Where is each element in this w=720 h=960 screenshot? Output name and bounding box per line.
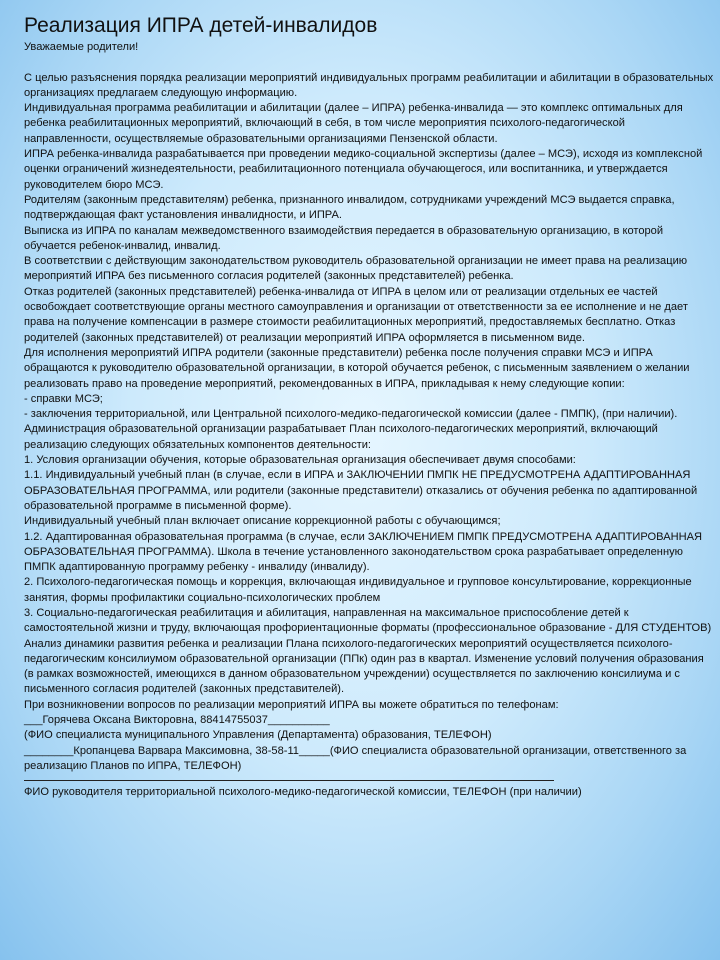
greeting: Уважаемые родители!: [24, 41, 139, 53]
contact-municipal: ___Горячева Оксана Викторовна, 88414755037__________: [24, 714, 330, 727]
spacer: [24, 55, 714, 70]
list-item-certificate: - справки МСЭ;: [24, 392, 103, 405]
paragraph-contacts: При возникновении вопросов по реализации мероприятий ИПРА вы можете обратиться по телефонам:: [24, 698, 559, 711]
list-item-conclusion: - заключения территориальной, или Центральной психолого-медико-педагогической комиссии (далее - ПМПК), (при наличии).: [24, 408, 678, 421]
paragraph-conditions: 1. Условия организации обучения, которые образовательная организация обеспечивает двумя способами:: [24, 454, 576, 467]
paragraph-intro: С целью разъяснения порядка реализации мероприятий индивидуальных программ реабилитации и абилитации в образовательных организациях предлагаем следующую информацию.: [24, 71, 714, 99]
paragraph-consent: В соответствии с действующим законодательством руководитель образовательной организации не имеет права на реализацию мероприятий ИПРА без письменного согласия родителей (законных представителей) ребенка.: [24, 255, 688, 283]
paragraph-plan: Администрация образовательной организации разрабатывает План психолого-педагогических мероприятий, включающий реализацию следующих обязательных компонентов деятельности:: [24, 423, 658, 451]
paragraph-individual-plan: 1.1. Индивидуальный учебный план (в случае, если в ИПРА и ЗАКЛЮЧЕНИИ ПМПК НЕ ПРЕДУСМОТРЕНА АДАПТИРОВАННАЯ ОБРАЗОВАТЕЛЬНАЯ ПРОГРАММА, или родители (законные представители) отказались от обучения ребенка по адаптированной образовательной программе в письменной форме).: [24, 469, 698, 512]
footer-caption: ФИО руководителя территориальной психолого-медико-педагогической комиссии, ТЕЛЕФОН (при наличии): [24, 786, 582, 799]
paragraph-psych-help: 2. Психолого-педагогическая помощь и коррекция, включающая индивидуальное и групповое консультирование, коррекционные занятия, формы профилактики социально-психологических проблем: [24, 576, 692, 604]
paragraph-parents-certificate: Родителям (законным представителям) ребенка, признанного инвалидом, сотрудниками учреждений МСЭ выдается справка, подтверждающая факт установления инвалидности, и ИПРА.: [24, 193, 675, 222]
paragraph-application: Для исполнения мероприятий ИПРА родители (законные представители) ребенка после получения справки МСЭ и ИПРА обращаются к руководителю образовательной организации, в которой обучается ребенок, с письменным заявлением о желании реализовать право на проведение мероприятий, рекомендованных в ИПРА, прикладывая к нему следующие копии:: [24, 346, 690, 390]
paragraph-extract: Выписка из ИПРА по каналам межведомственного взаимодействия передается в образовательную организацию, в которой обучается ребенок-инвалид, инвалид.: [24, 224, 664, 252]
paragraph-refusal: Отказ родителей (законных представителей) ребенка-инвалида от ИПРА в целом или от реализации отдельных ее частей освобождает соответствующие органы местного самоуправления и организации от ответственности за ее исполнение и не дает права на получение компенсации в размере стоимости реабилитационных мероприятий, предоставляемых бесплатно. Отказ родителей (законных представителей) от реализации мероприятий ИПРА оформляется в письменном виде.: [24, 285, 688, 344]
paragraph-individual-plan-note: Индивидуальный учебный план включает описание коррекционной работы с обучающимся;: [24, 515, 501, 528]
paragraph-ipra-development: ИПРА ребенка-инвалида разрабатывается при проведении медико-социальной экспертизы (далее – МСЭ), исходя из комплексной оценки ограничений жизнедеятельности, реабилитационного потенциала обучающегося, или воспитанника, и утверждается руководителем бюро МСЭ.: [24, 148, 703, 191]
paragraph-analysis: Анализ динамики развития ребенка и реализации Плана психолого-педагогических мероприятий осуществляется психолого-педагогическим консилиумом образовательной организации (ППк) один раз в квартал. Изменение условий получения образования (в рамках возможностей, имеющихся в данном образовательном учреждении) осуществляется по заключению консилиума и с письменного согласия родителей (законных представителей).: [24, 637, 704, 696]
document: [24, 14, 714, 801]
paragraph-ipra-definition: Индивидуальная программа реабилитации и абилитации (далее – ИПРА) ребенка-инвалида — это комплекс оптимальных для ребенка реабилитационных мероприятий, включающий в себя, в том числе мероприятия психолого-педагогической направленности, осуществляемые образовательными организациями Пензенской области.: [24, 102, 683, 145]
page-title: Реализация ИПРА детей-инвалидов: [24, 14, 378, 37]
contact-school: ________Кропанцева Варвара Максимовна, 38-58-11_____(ФИО специалиста образовательной организации, ответственного за реализацию Планов по ИПРА, ТЕЛЕФОН): [24, 744, 687, 772]
signature-line: [24, 780, 554, 781]
contact-municipal-caption: (ФИО специалиста муниципального Управления (Департамента) образования, ТЕЛЕФОН): [24, 729, 492, 742]
paragraph-social-rehab: 3. Социально-педагогическая реабилитация и абилитация, направленная на максимальное приспособление детей к самостоятельной жизни и труду, включающая профориентационные форматы (профессиональное образование - ДЛЯ СТУДЕНТОВ): [24, 606, 712, 635]
document-body: [24, 40, 714, 801]
paragraph-adapted-program: 1.2. Адаптированная образовательная программа (в случае, если ЗАКЛЮЧЕНИЕМ ПМПК ПРЕДУСМОТРЕНА АДАПТИРОВАННАЯ ОБРАЗОВАТЕЛЬНАЯ ПРОГРАММА). Школа в течение установленного законодательством срока разрабатывает определенную ПМПК адаптированную программу ребенку - инвалиду (инвалиду).: [24, 530, 703, 574]
